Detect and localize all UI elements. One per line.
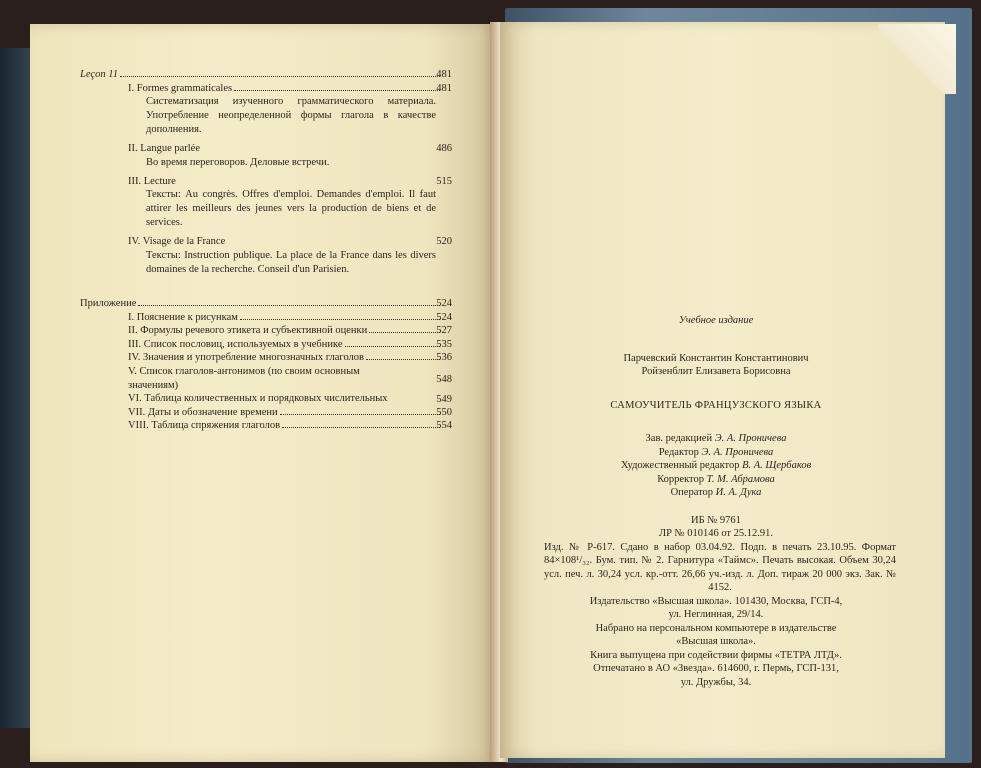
toc-appendix-item: III. Список пословиц, используемых в учебнике 535 (128, 338, 452, 350)
credit-line: Зав. редакцией Э. А. Проничева (645, 433, 787, 444)
toc-item: III. Lecture 515 (128, 175, 452, 187)
toc-item: II. Langue parlée 486 (128, 143, 452, 155)
toc-appendix-item: I. Пояснение к рисункам 524 (128, 311, 452, 323)
toc-appendix-item: II. Формулы речевого этикета и субъективной оценки 527 (128, 325, 452, 337)
lr-number: ЛР № 010146 от 25.12.91. (658, 528, 774, 539)
toc-appendix-item: IV. Значения и употребление многозначных глаголов 536 (128, 352, 452, 364)
toc-item: I. Formes grammaticales 481 (128, 82, 452, 94)
publisher-line: Издательство «Высшая школа». 101430, Москва, ГСП-4, (589, 595, 843, 607)
printed-line: Отпечатано в АО «Звезда». 614600, г. Пермь, ГСП-131, (593, 663, 839, 674)
credit-line: Редактор Э. А. Проничева (658, 446, 774, 458)
toc-item-desc: Тексты: Au congrès. Offres d'emploi. Demandes d'emploi. Il faut attirer les meilleurs des jeunes vers la production de biens et de services. (146, 189, 436, 229)
toc-lecon: Leçon 11 481 (80, 69, 452, 80)
toc-item-desc: Тексты: Instruction publique. La place de la France dans les divers domaines de la recherche. Conseil d'un Parisien. (146, 249, 436, 275)
toc-appendix-item: VIII. Таблица спряжения глаголов 554 (128, 420, 452, 432)
toc-appendix-item: VII. Даты и обозначение времени 550 (128, 406, 452, 418)
ib-number: ИБ № 9761 (691, 514, 741, 526)
table-of-contents (80, 68, 452, 433)
credit-line: Художественный редактор В. А. Щербаков (620, 460, 812, 471)
credit-line: Корректор Т. М. Абрамова (657, 473, 775, 485)
folded-corner (878, 24, 956, 94)
toc-appendix-item: V. Список глаголов-антонимов (по своим основным значениям) 548 (128, 365, 452, 391)
printed-line: ул. Дружбы, 34. (680, 676, 752, 688)
toc-item: IV. Visage de la France 520 (128, 236, 452, 248)
author: Парчевский Константин Константинович (623, 352, 809, 364)
credit-line: Оператор И. А. Дука (670, 487, 762, 498)
edition-type: Учебное издание (678, 315, 754, 326)
imprint (536, 314, 896, 689)
toc-item-desc: Систематизация изученного грамматического материала. Употребление неопределенной формы глагола в качестве дополнения. (146, 96, 436, 136)
typeset-line: Набрано на персональном компьютере в издательстве (595, 622, 837, 634)
typeset-line: «Высшая школа». (676, 636, 756, 647)
author: Ройзенблит Елизавета Борисовна (641, 366, 791, 377)
toc-appendix-item: VI. Таблица количественных и порядковых числительных 549 (128, 393, 452, 406)
publisher-line: ул. Неглинная, 29/14. (668, 609, 764, 620)
toc-item-desc: Во время переговоров. Деловые встречи. (146, 156, 330, 168)
toc-appendix: Приложение 524 (80, 297, 452, 309)
print-details: Изд. № Р-617. Сдано в набор 03.04.92. Подп. в печать 23.10.95. Формат 84×108¹/₃₂. Бум. тип. № 2. Гарнитура «Таймс». Печать высокая. Объем 30,24 усл. печ. л. 30,24 усл. кр.-отт. 26,66 уч.-изд. л. Доп. тираж 20 000 экз. Зак. № 4152. (544, 541, 896, 593)
book-title: САМОУЧИТЕЛЬ ФРАНЦУЗСКОГО ЯЗЫКА (610, 399, 822, 411)
assist-line: Книга выпущена при содействии фирмы «ТЕТРА ЛТД». (590, 649, 842, 661)
